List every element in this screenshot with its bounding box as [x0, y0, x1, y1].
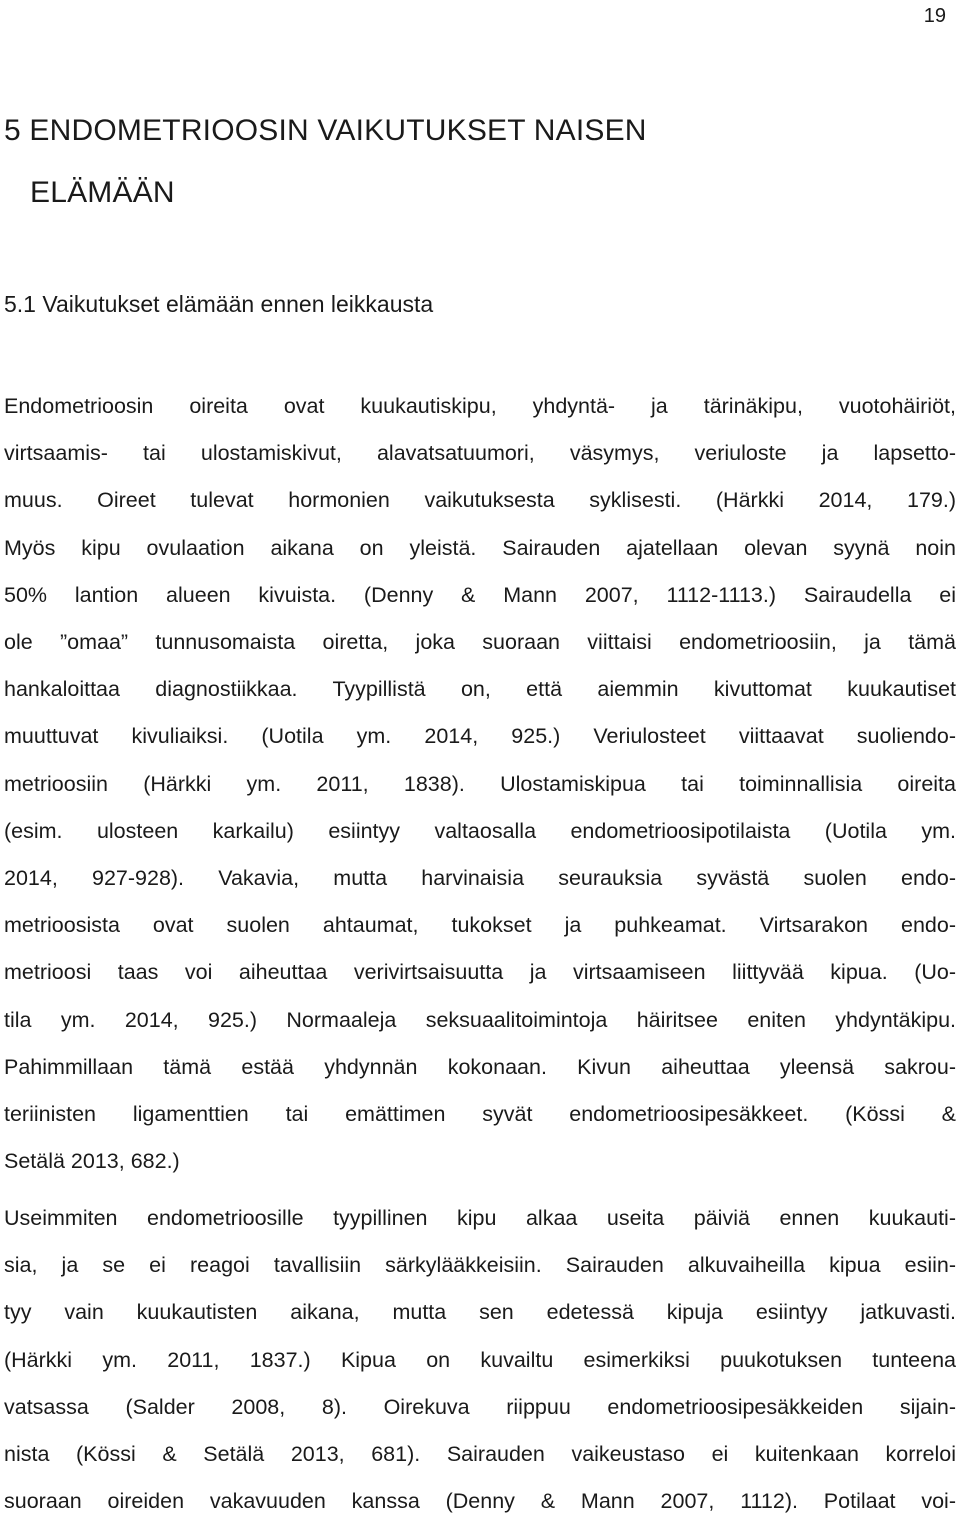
text-line: Useimmiten endometrioosille tyypillinen kipu alkaa useita päiviä ennen kuukauti-: [4, 1206, 956, 1230]
text-line: metrioosi taas voi aiheuttaa verivirtsaisuutta ja virtsaamiseen liittyvää kipua. (Uo-: [4, 960, 956, 985]
text-line: hankaloittaa diagnostiikkaa. Tyypillistä on, että aiemmin kivuttomat kuukautiset: [4, 677, 956, 702]
text-line: 50% lantion alueen kivuista. (Denny & Mann 2007, 1112-1113.) Sairaudella ei: [4, 582, 956, 607]
paragraph-pain: [4, 1195, 956, 1525]
text-line: 2014, 927-928). Vakavia, mutta harvinaisia seurauksia syvästä suolen endo-: [4, 866, 956, 891]
chapter-title-line-1: 5 ENDOMETRIOOSIN VAIKUTUKSET NAISEN: [4, 114, 647, 147]
text-line: tila ym. 2014, 925.) Normaaleja seksuaalitoimintoja häiritsee eniten yhdyntäkipu.: [4, 1007, 956, 1032]
text-line: teriinisten ligamenttien tai emättimen syvät endometrioosipesäkkeet. (Kössi &: [4, 1102, 956, 1127]
text-line: sia, ja se ei reagoi tavallisiin särkylääkkeisiin. Sairauden alkuvaiheilla kipua esiin-: [4, 1253, 956, 1278]
text-line: virtsaamis- tai ulostamiskivut, alavatsatuumori, väsymys, veriuloste ja lapsetto-: [4, 441, 956, 466]
section-title: 5.1 Vaikutukset elämään ennen leikkausta: [4, 291, 434, 317]
text-line: muuttuvat kivuliaiksi. (Uotila ym. 2014, 925.) Veriulosteet viittaavat suoliendo-: [4, 724, 956, 749]
page-number: 19: [923, 5, 946, 27]
text-line: tyy vain kuukautisten aikana, mutta sen edetessä kipuja esiintyy jatkuvasti.: [4, 1300, 956, 1325]
text-line: suoraan oireiden vakavuuden kanssa (Denny & Mann 2007, 1112). Potilaat voi-: [4, 1489, 956, 1514]
text-line: muus. Oireet tulevat hormonien vaikutuksesta syklisesti. (Härkki 2014, 179.): [4, 488, 956, 513]
text-line: nista (Kössi & Setälä 2013, 681). Sairauden vaikeustaso ei kuitenkaan korreloi: [4, 1442, 956, 1467]
text-line: Pahimmillaan tämä estää yhdynnän kokonaan. Kivun aiheuttaa yleensä sakrou-: [4, 1054, 956, 1079]
text-line: (Härkki ym. 2011, 1837.) Kipua on kuvailtu esimerkiksi puukotuksen tunteena: [4, 1347, 956, 1372]
text-line: vatsassa (Salder 2008, 8). Oirekuva riippuu endometrioosipesäkkeiden sijain-: [4, 1394, 956, 1419]
chapter-title: [4, 100, 904, 224]
paragraph-symptoms: [4, 383, 956, 1185]
chapter-title-line-2: ELÄMÄÄN: [30, 176, 175, 209]
text-line: (esim. ulosteen karkailu) esiintyy valtaosalla endometrioosipotilaista (Uotila ym.: [4, 818, 956, 843]
text-line: Myös kipu ovulaation aikana on yleistä. Sairauden ajatellaan olevan syynä noin: [4, 535, 956, 560]
text-line: ole ”omaa” tunnusomaista oiretta, joka suoraan viittaisi endometrioosiin, ja tämä: [4, 630, 956, 655]
text-line: Endometrioosin oireita ovat kuukautiskipu, yhdyntä- ja tärinäkipu, vuotohäiriöt,: [4, 394, 956, 418]
text-line: metrioosiin (Härkki ym. 2011, 1838). Ulostamiskipua tai toiminnallisia oireita: [4, 771, 956, 796]
text-line: metrioosista ovat suolen ahtaumat, tukokset ja puhkeamat. Virtsarakon endo-: [4, 913, 956, 938]
text-line: Setälä 2013, 682.): [4, 1149, 180, 1174]
